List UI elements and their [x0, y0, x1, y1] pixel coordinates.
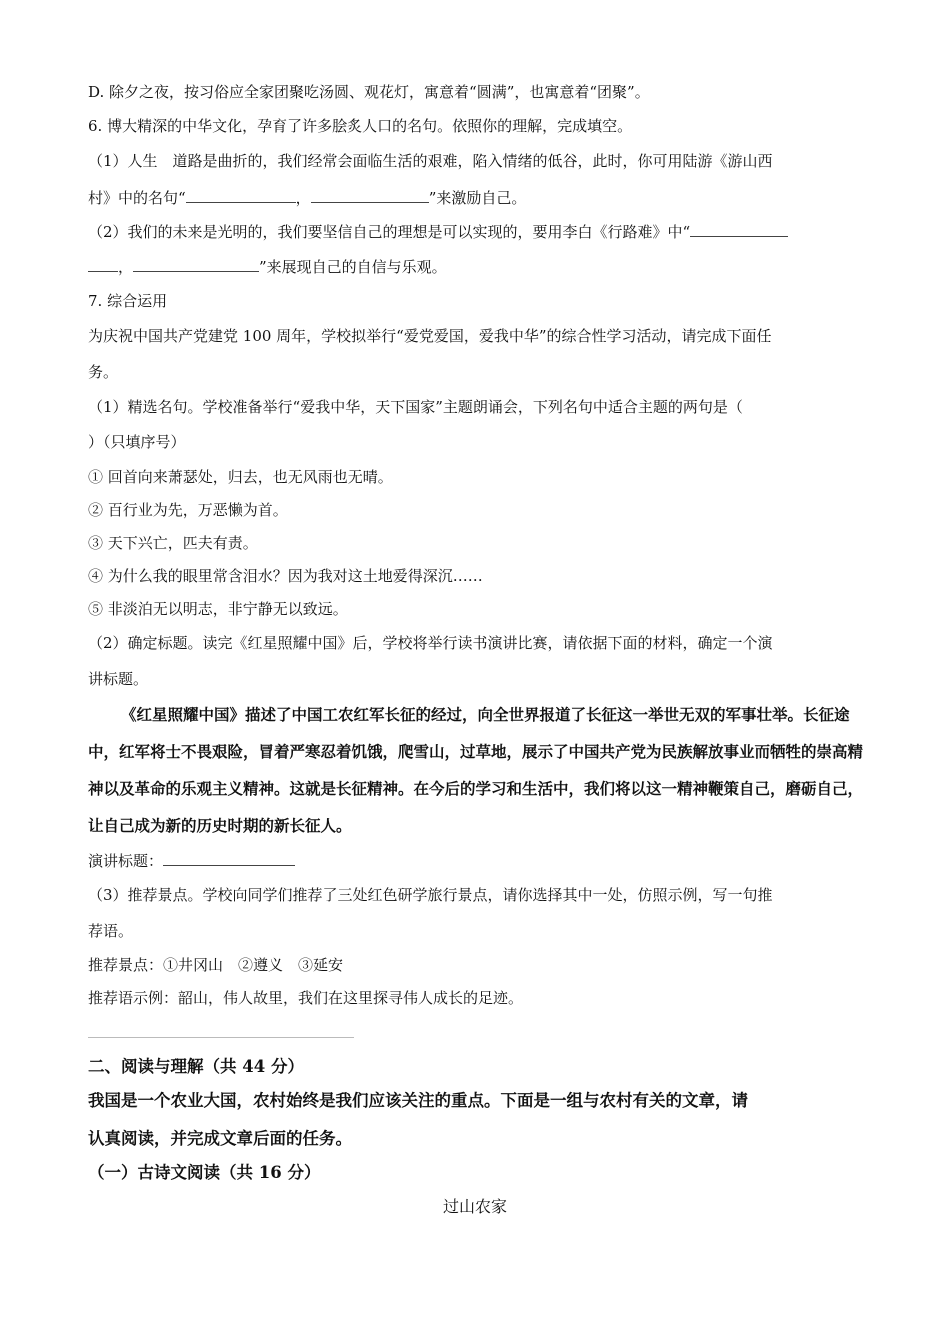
question-7-1-line1: （1）精选名句。学校准备举行“爱我中华，天下国家”主题朗诵会，下列名句中适合主题的两句是（: [88, 398, 743, 416]
section-divider: [88, 1037, 354, 1038]
q6-1-suffix: ”来激励自己。: [428, 189, 527, 207]
option-d: D. 除夕之夜，按习俗应全家团聚吃汤圆、观花灯，寓意着“圆满”，也寓意着“团聚”。: [88, 83, 650, 101]
question-7-intro-line1: 为庆祝中国共产党建党 100 周年，学校拟举行“爱党爱国，爱我中华”的综合性学习活动，请完成下面任: [88, 327, 772, 345]
question-6-1-line1: （1）人生 道路是曲折的，我们经常会面临生活的艰难，陷入情绪的低谷，此时，你可用陆游《游山西: [88, 152, 773, 170]
poem-title: 过山农家: [442, 1197, 507, 1216]
question-7-2-line1: （2）确定标题。读完《红星照耀中国》后，学校将举行读书演讲比赛，请依据下面的材料，确定一个演: [88, 634, 773, 652]
question-7-intro-line2: 务。: [88, 363, 119, 381]
option-4: ④ 为什么我的眼里常含泪水？因为我对这土地爱得深沉……: [88, 567, 483, 585]
option-5: ⑤ 非淡泊无以明志，非宁静无以致远。: [88, 600, 348, 618]
q6-2-suffix: ”来展现自己的自信与乐观。: [259, 258, 447, 276]
question-6-title: 6. 博大精深的中华文化，孕育了许多脍炙人口的名句。依照你的理解，完成填空。: [88, 117, 633, 135]
speech-title-line: [88, 850, 295, 871]
section-2-intro-line1: 我国是一个农业大国，农村始终是我们应该关注的重点。下面是一组与农村有关的文章，请: [88, 1091, 748, 1110]
question-7-3-line2: 荐语。: [88, 922, 134, 940]
passage-text: 《红星照耀中国》描述了中国工农红军长征的经过，向全世界报道了长征这一举世无双的军事壮举。长征途中，红军将士不畏艰险，冒着严寒忍着饥饿，爬雪山，过草地，展示了中国共产党为民族解放事业而牺牲的崇高精神以及革命的乐观主义精神。这就是长征精神。在今后的学习和生活中，我们将以这一精神鞭策自己，磨砺自己，让自己成为新的历史时期的新长征人。: [88, 706, 864, 835]
question-7-3-line1: （3）推荐景点。学校向同学们推荐了三处红色研学旅行景点，请你选择其中一处，仿照示例，写一句推: [88, 886, 773, 904]
q6-1-prefix: 村》中的名句“: [88, 189, 186, 207]
q6-2-text: （2）我们的未来是光明的，我们要坚信自己的理想是可以实现的，要用李白《行路难》中“: [88, 223, 691, 241]
fill-blank-3b[interactable]: [88, 256, 118, 272]
fill-blank-4[interactable]: [133, 256, 259, 272]
q6-2-comma: ，: [118, 258, 134, 276]
recommendation-example: 推荐语示例：韶山，伟人故里，我们在这里探寻伟人成长的足迹。: [88, 989, 524, 1007]
fill-blank-1[interactable]: [186, 187, 296, 203]
question-7-2-line2: 讲标题。: [88, 670, 149, 688]
fill-blank-2[interactable]: [311, 187, 429, 203]
material-passage: [88, 697, 864, 845]
section-2-title: 二、阅读与理解（共 44 分）: [88, 1057, 304, 1076]
subsection-1-title: （一）古诗文阅读（共 16 分）: [88, 1163, 321, 1182]
q6-1-comma: ，: [295, 189, 311, 207]
section-2-intro-line2: 认真阅读，并完成文章后面的任务。: [88, 1129, 352, 1148]
recommended-spots: 推荐景点：①井冈山 ②遵义 ③延安: [88, 956, 344, 974]
option-3: ③ 天下兴亡，匹夫有责。: [88, 534, 258, 552]
fill-blank-3a[interactable]: [690, 221, 788, 237]
option-1: ① 回首向来萧瑟处，归去，也无风雨也无晴。: [88, 468, 393, 486]
question-6-2-line1: [88, 221, 788, 242]
option-2: ② 百行业为先，万恶懒为首。: [88, 501, 288, 519]
speech-title-blank[interactable]: [163, 850, 295, 866]
question-6-2-line2: [88, 256, 447, 277]
question-7-1-line2: ）（只填序号）: [88, 433, 186, 451]
question-6-1-line2: [88, 187, 526, 208]
question-7-title: 7. 综合运用: [88, 292, 168, 310]
speech-title-label: 演讲标题：: [88, 852, 164, 870]
